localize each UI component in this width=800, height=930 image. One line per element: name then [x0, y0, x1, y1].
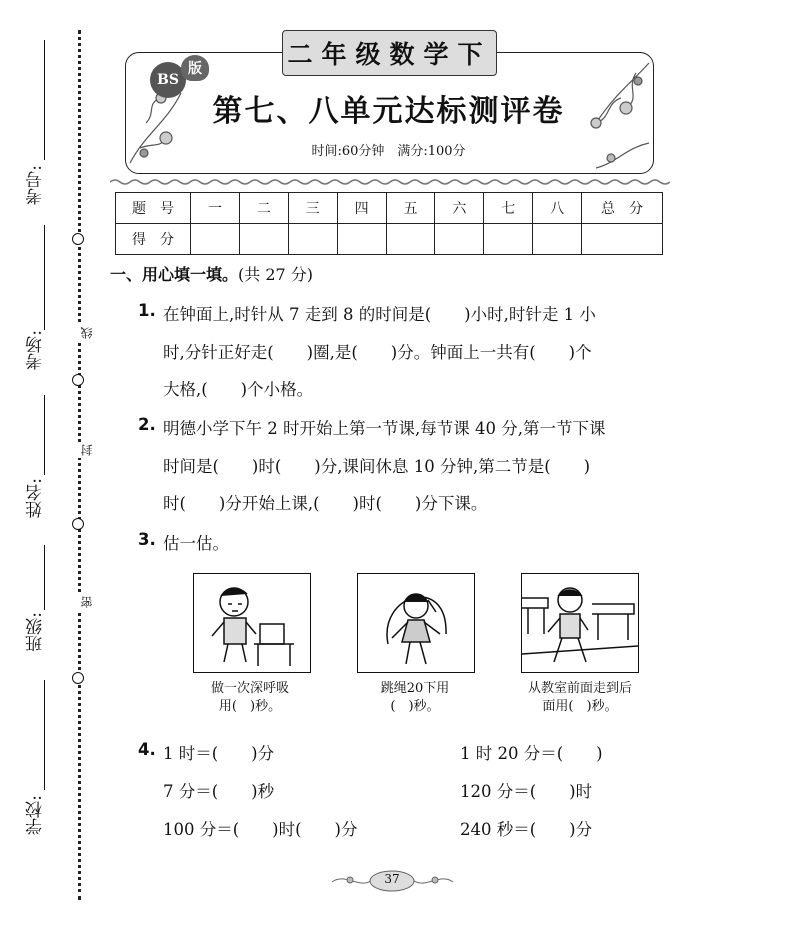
score-header-cell: 二 — [239, 193, 288, 224]
seal-char-feng: 封 — [80, 444, 94, 456]
exam-time-score: 时间:60分钟 满分:100分 — [311, 144, 466, 159]
score-header-cell: 一 — [191, 193, 240, 224]
conversion-item: 240 秒＝( )分 — [460, 820, 593, 839]
conversion-item: 7 分＝( )秒 — [163, 782, 275, 801]
boy-walking-illustration — [521, 573, 639, 673]
score-cell[interactable] — [337, 224, 386, 255]
score-cell[interactable] — [533, 224, 582, 255]
class-fill-line[interactable] — [44, 545, 45, 610]
kaochang-fill-line[interactable] — [44, 225, 45, 330]
binding-hole — [72, 233, 84, 245]
score-cell[interactable] — [484, 224, 533, 255]
school-fill-line[interactable] — [44, 680, 45, 790]
name-label: 姓名: — [26, 478, 46, 518]
score-header-cell: 七 — [484, 193, 533, 224]
conversion-item: 120 分＝( )时 — [460, 782, 593, 801]
caption-line: ( )秒。 — [390, 699, 440, 714]
caption-line: 面用( )秒。 — [542, 699, 618, 714]
estimate-caption — [340, 680, 490, 716]
question-text: 大格,( )个小格。 — [163, 380, 314, 399]
question-text: 时间是( )时( )分,课间休息 10 分钟,第二节是( ) — [163, 457, 591, 476]
score-header-cell: 六 — [435, 193, 484, 224]
caption-line: 做一次深呼吸 — [210, 681, 289, 696]
binding-hole — [72, 518, 84, 530]
question-text: 时( )分开始上课,( )时( )分下课。 — [163, 494, 488, 513]
section-title-text: 一、用心填一填。 — [110, 265, 239, 284]
score-row-label: 得 分 — [116, 224, 191, 255]
wavy-divider — [110, 178, 670, 186]
score-cell[interactable] — [386, 224, 435, 255]
question-text: 明德小学下午 2 时开始上第一节课,每节课 40 分,第一节下课 — [163, 419, 606, 438]
score-header-cell: 总 分 — [582, 193, 663, 224]
edition-badge-suffix: 版 — [181, 55, 209, 81]
caption-line: 从教室前面走到后 — [527, 681, 632, 696]
score-cell[interactable] — [288, 224, 337, 255]
section-title — [110, 262, 313, 285]
score-cell[interactable] — [191, 224, 240, 255]
page-title: 第七、八单元达标测评卷 — [212, 94, 565, 129]
question-number: 2. — [138, 415, 156, 434]
score-cell[interactable] — [582, 224, 663, 255]
question-text: 估一估。 — [163, 534, 229, 553]
score-header-row — [116, 193, 663, 224]
question-text: 在钟面上,时针从 7 走到 8 的时间是( )小时,时针走 1 小 — [163, 305, 596, 324]
estimate-caption — [175, 680, 325, 716]
score-header-cell: 三 — [288, 193, 337, 224]
binding-dotted-line — [78, 30, 81, 900]
score-cell[interactable] — [239, 224, 288, 255]
score-value-row — [116, 224, 663, 255]
class-label: 班级: — [26, 612, 46, 652]
conversion-item: 1 时＝( )分 — [163, 744, 275, 763]
score-cell[interactable] — [435, 224, 484, 255]
question-number: 4. — [138, 740, 156, 759]
caption-line: 跳绳20下用 — [380, 681, 450, 696]
question-number: 1. — [138, 301, 156, 320]
seal-char-xian: 线 — [80, 327, 94, 339]
score-header-cell: 五 — [386, 193, 435, 224]
binding-hole — [72, 672, 84, 684]
conversion-item: 1 时 20 分＝( ) — [460, 744, 603, 763]
seal-char-mi: 密 — [80, 596, 94, 608]
kaochang-label: 考场: — [26, 330, 46, 370]
kaohao-label: 考号: — [26, 165, 46, 205]
kaohao-fill-line[interactable] — [44, 40, 45, 160]
score-header-cell: 八 — [533, 193, 582, 224]
score-header-cell: 四 — [337, 193, 386, 224]
page-number: 37 — [384, 872, 400, 886]
edition-badge: BS — [150, 62, 186, 98]
grade-ribbon: 二年级数学下 — [282, 30, 497, 76]
girl-jumprope-illustration — [357, 573, 475, 673]
boy-walking-icon — [522, 574, 638, 672]
question-text: 时,分针正好走( )圈,是( )分。钟面上一共有( )个 — [163, 343, 592, 362]
boy-breathing-icon — [194, 574, 310, 672]
boy-breathing-illustration — [193, 573, 311, 673]
caption-line: 用( )秒。 — [218, 699, 282, 714]
estimate-caption — [505, 680, 655, 716]
question-number: 3. — [138, 530, 156, 549]
score-header-cell: 题 号 — [116, 193, 191, 224]
score-table — [115, 192, 663, 255]
name-fill-line[interactable] — [44, 395, 45, 475]
girl-jumprope-icon — [358, 574, 474, 672]
conversion-item: 100 分＝( )时( )分 — [163, 820, 358, 839]
section-points: (共 27 分) — [238, 265, 314, 284]
school-label: 学校: — [26, 795, 46, 835]
binding-hole — [72, 374, 84, 386]
